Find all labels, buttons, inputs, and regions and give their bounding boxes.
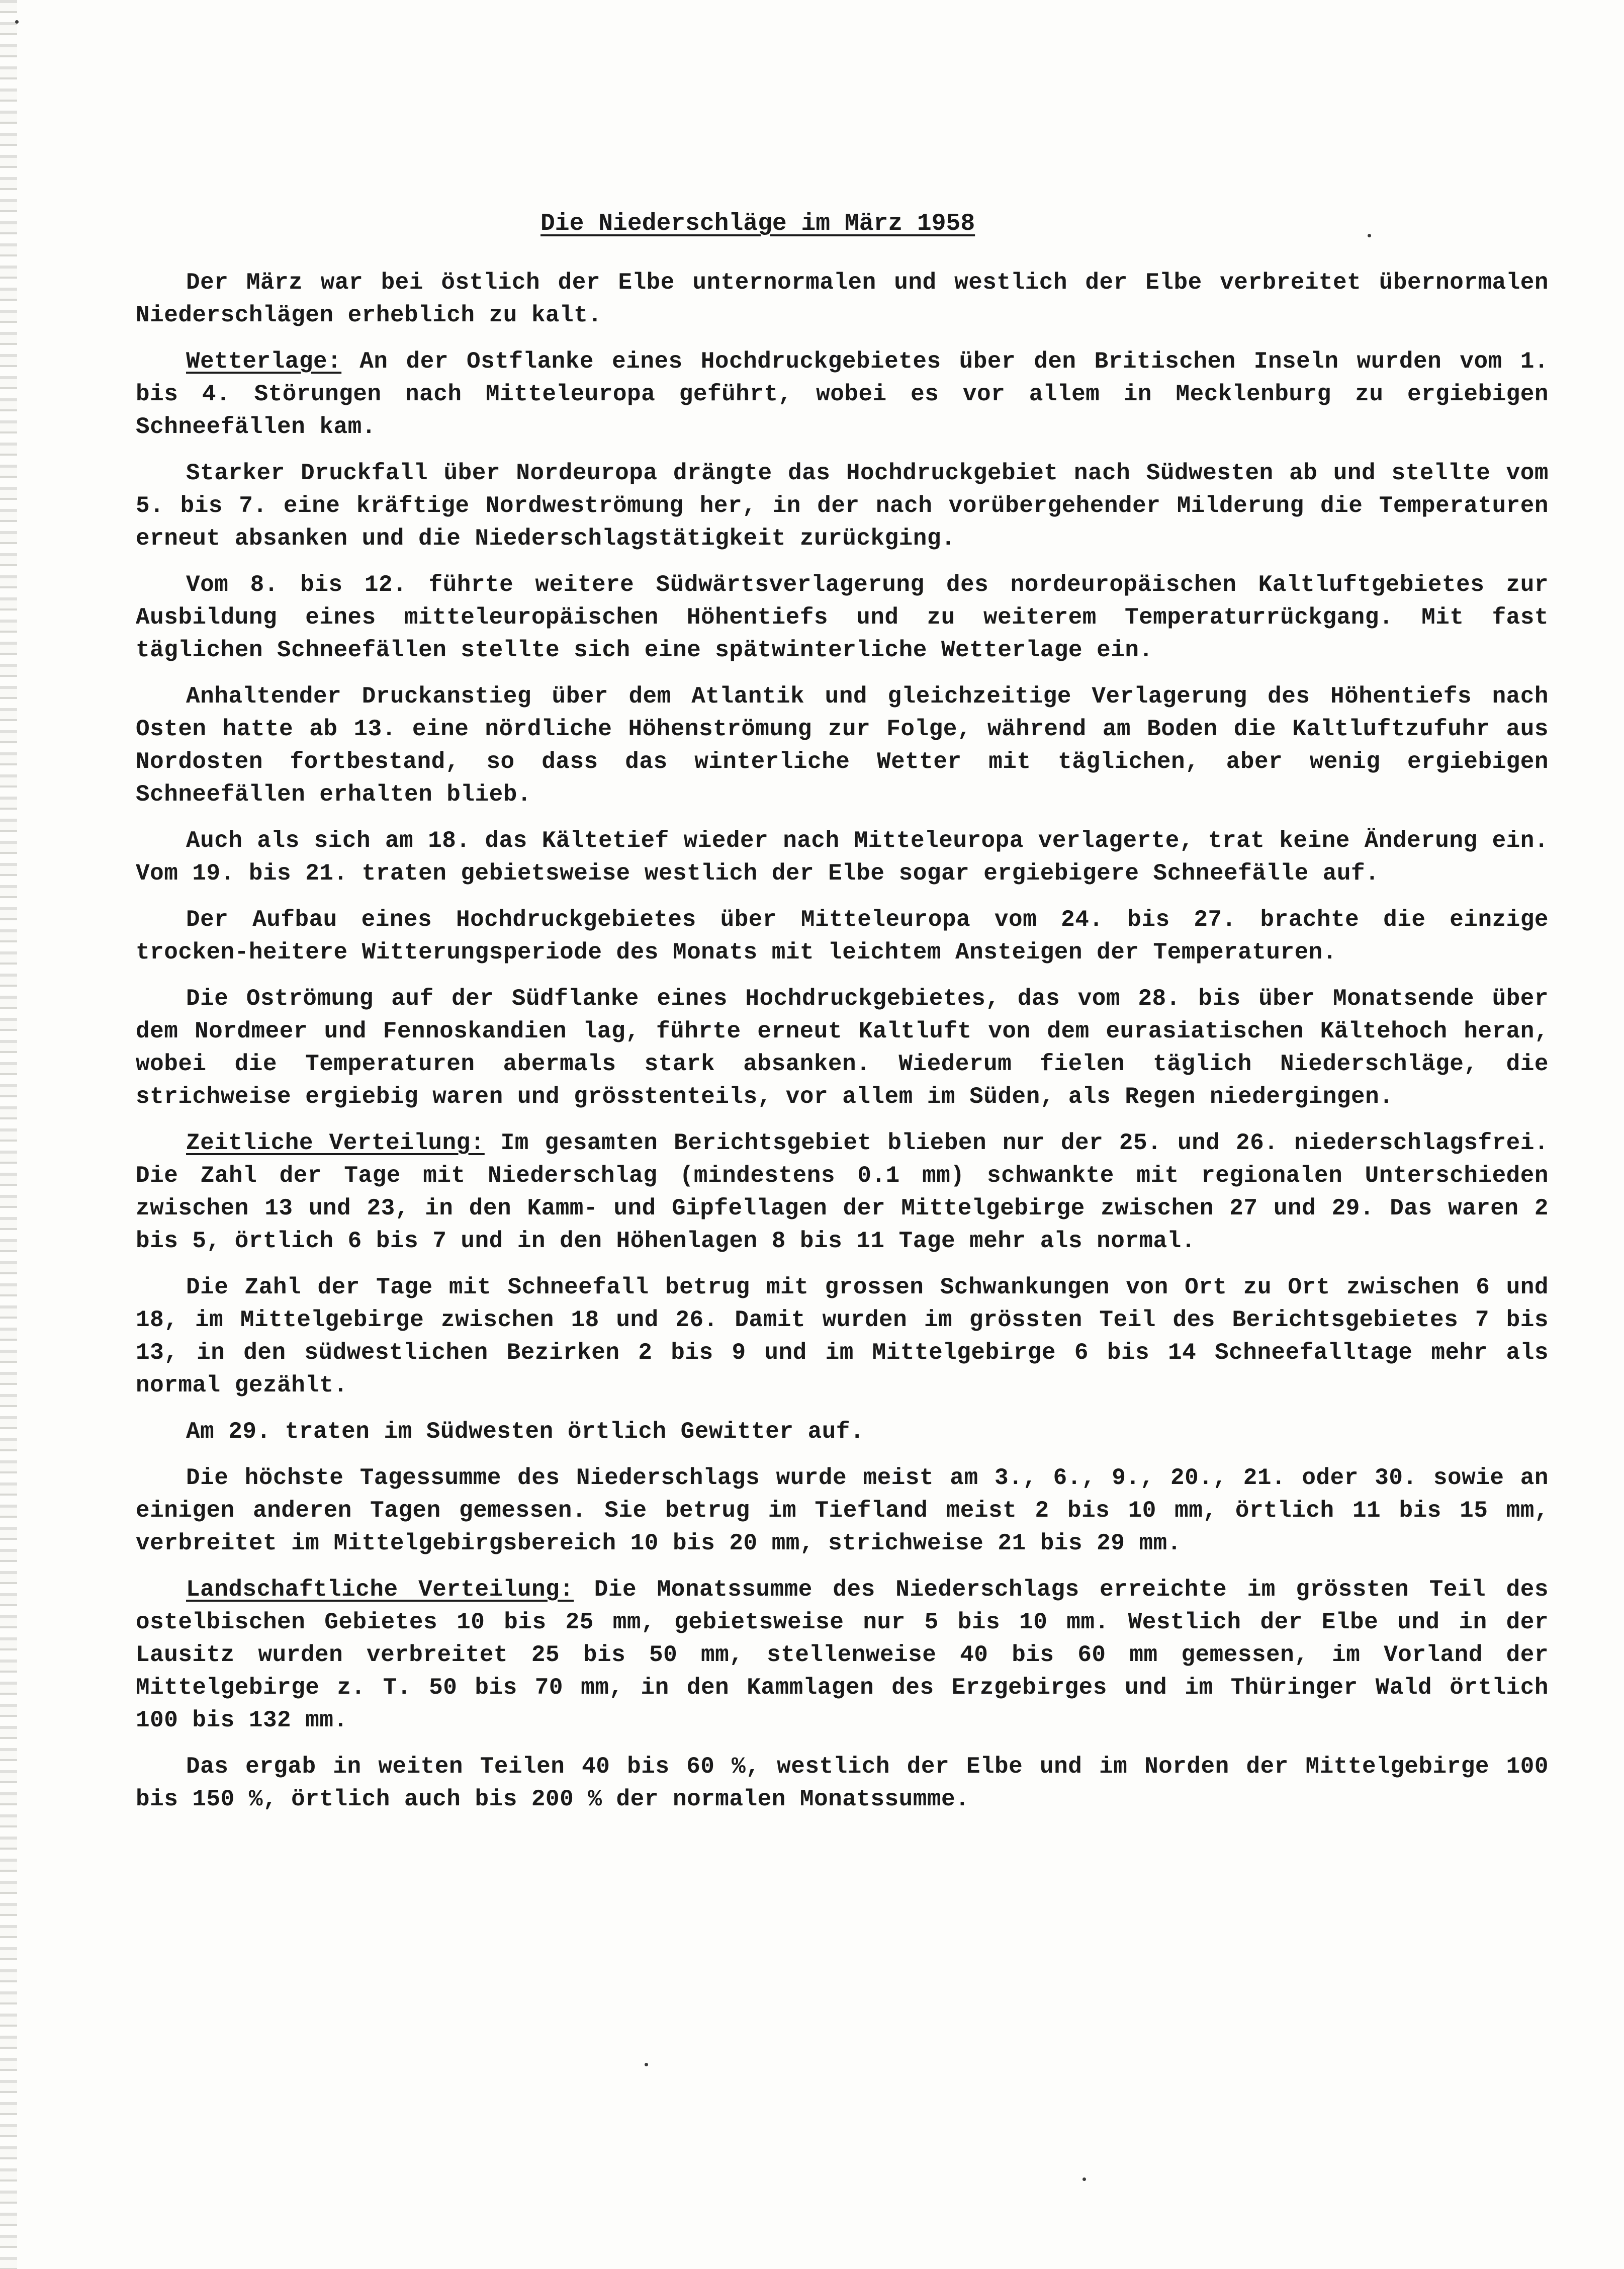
paper-speck — [1368, 234, 1371, 237]
paragraph-text: Das ergab in weiten Teilen 40 bis 60 %, westlich der Elbe und im Norden der Mittelgebirge 100 bis 150 %, örtlich auch bis 200 % der normalen Monatssumme. — [136, 1754, 1549, 1812]
paragraph — [136, 1574, 1549, 1737]
paragraph-text: Die Oströmung auf der Südflanke eines Hochdruckgebietes, das vom 28. bis über Monatsende über dem Nordmeer und Fennoskandien lag, führte erneut Kaltluft von dem eurasiatischen Kältehoch heran, wobei die Temperaturen abermals stark absanken. Wiederum fielen täglich Niederschläge, die strichweise ergiebig waren und grösstenteils, vor allem im Süden, als Regen niedergingen. — [136, 986, 1549, 1110]
paragraph-text: Die Zahl der Tage mit Schneefall betrug mit grossen Schwankungen von Ort zu Ort zwischen 6 und 18, im Mittelgebirge zwischen 18 und 26. Damit wurden im grössten Teil des Berichtsgebietes 7 bis 13, in den südwestlichen Bezirken 2 bis 9 und im Mittelgebirge 6 bis 14 Schneefalltage mehr als normal gezählt. — [136, 1274, 1549, 1399]
paragraph — [136, 983, 1549, 1113]
paragraph — [136, 1751, 1549, 1816]
paper-speck — [1082, 2177, 1086, 2181]
paragraph-heading: Landschaftliche Verteilung: — [186, 1577, 574, 1603]
paragraph-text: Die Monatssumme des Niederschlags erreichte im grössten Teil des ostelbischen Gebietes 10 bis 25 mm, gebietsweise nur 5 bis 10 mm. Westlich der Elbe und in der Lausitz wurden verbreitet 25 bis 50 mm, stellenweise 40 bis 60 mm gemessen, im Vorland der Mittelgebirge z. T. 50 bis 70 mm, in den Kammlagen des Erzgebirges und im Thüringer Wald örtlich 100 bis 132 mm. — [136, 1577, 1549, 1733]
paragraph — [136, 1271, 1549, 1402]
paragraph — [136, 904, 1549, 969]
paragraph-text: Im gesamten Berichtsgebiet blieben nur der 25. und 26. niederschlagsfrei. Die Zahl der Tage mit Niederschlag (mindestens 0.1 mm) schwankte mit regionalen Unterschieden zwischen 13 und 23, in den Kamm- und Gipfellagen der Mittelgebirge zwischen 27 und 29. Das waren 2 bis 5, örtlich 6 bis 7 und in den Höhenlagen 8 bis 11 Tage mehr als normal. — [136, 1130, 1549, 1254]
paragraph-text: Anhaltender Druckanstieg über dem Atlantik und gleichzeitige Verlagerung des Höhentiefs nach Osten hatte ab 13. eine nördliche Höhenströmung zur Folge, während am Boden die Kaltluftzufuhr aus Nordosten fortbestand, so dass das winterliche Wetter mit täglichen, aber wenig ergiebigen Schneefällen erhalten blieb. — [136, 683, 1549, 808]
paragraph — [136, 1462, 1549, 1560]
paragraph — [136, 457, 1549, 555]
paragraph — [136, 569, 1549, 667]
paper-speck — [645, 2063, 648, 2066]
paper-speck — [15, 20, 19, 24]
paragraph — [136, 1127, 1549, 1258]
paragraph — [136, 267, 1549, 332]
paragraph — [136, 680, 1549, 811]
document-body — [136, 267, 1549, 1829]
paragraph-text: Der Aufbau eines Hochdruckgebietes über Mitteleuropa vom 24. bis 27. brachte die einzige trocken-heitere Witterungsperiode des Monats mit leichtem Ansteigen der Temperaturen. — [136, 907, 1549, 966]
paragraph-text: Am 29. traten im Südwesten örtlich Gewitter auf. — [186, 1419, 865, 1445]
paragraph-text: Die höchste Tagessumme des Niederschlags wurde meist am 3., 6., 9., 20., 21. oder 30. sowie an einigen anderen Tagen gemessen. Sie betrug im Tiefland meist 2 bis 10 mm, örtlich 11 bis 15 mm, verbreitet im Mittelgebirgsbereich 10 bis 20 mm, strichweise 21 bis 29 mm. — [136, 1465, 1549, 1556]
paragraph-text: An der Ostflanke eines Hochdruckgebietes über den Britischen Inseln wurden vom 1. bis 4. Störungen nach Mitteleuropa geführt, wobei es vor allem in Mecklenburg zu ergiebigen Schneefällen kam. — [136, 348, 1549, 440]
paragraph-text: Der März war bei östlich der Elbe unternormalen und westlich der Elbe verbreitet übernormalen Niederschlägen erheblich zu kalt. — [136, 270, 1549, 328]
paragraph — [136, 825, 1549, 890]
paragraph-text: Auch als sich am 18. das Kältetief wieder nach Mitteleuropa verlagerte, trat keine Änderung ein. Vom 19. bis 21. traten gebietsweise westlich der Elbe sogar ergiebigere Schneefälle auf. — [136, 828, 1549, 887]
paragraph-text: Starker Druckfall über Nordeuropa drängte das Hochdruckgebiet nach Südwesten ab und stellte vom 5. bis 7. eine kräftige Nordweströmung her, in der nach vorübergehender Milderung die Temperaturen erneut absanken und die Niederschlagstätigkeit zurückging. — [136, 460, 1549, 552]
paragraph-text: Vom 8. bis 12. führte weitere Südwärtsverlagerung des nordeuropäischen Kaltluftgebietes zur Ausbildung eines mitteleuropäischen Höhentiefs und zu weiterem Temperaturrückgang. Mit fast täglichen Schneefällen stellte sich eine spätwinterliche Wetterlage ein. — [136, 572, 1549, 663]
binding-edge — [0, 0, 17, 2269]
paragraph — [136, 345, 1549, 444]
page-title: Die Niederschläge im März 1958 — [540, 210, 975, 237]
paragraph-heading: Wetterlage: — [186, 348, 342, 375]
paragraph — [136, 1416, 1549, 1448]
paragraph-heading: Zeitliche Verteilung: — [186, 1130, 485, 1156]
